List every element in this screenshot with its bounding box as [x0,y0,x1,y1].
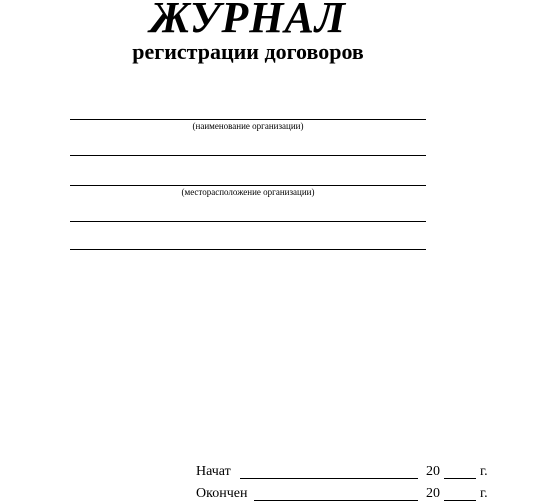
end-year-blank [444,500,476,501]
org-name-line-2 [70,155,426,156]
journal-title: ЖУРНАЛ [149,0,347,42]
start-year-suffix: г. [480,464,488,479]
end-year-prefix: 20 [426,486,440,501]
start-date-blank [240,478,418,479]
start-year-prefix: 20 [426,464,440,479]
end-date-label: Окончен [196,486,248,501]
org-location-line-2 [70,221,426,222]
org-location-line-3 [70,249,426,250]
org-location-caption: (месторасположение организации) [181,187,315,197]
org-name-line [70,119,426,120]
end-date-blank [254,500,418,501]
journal-subtitle: регистрации договоров [132,39,364,64]
org-location-line [70,185,426,186]
start-year-blank [444,478,476,479]
start-date-label: Начат [196,464,231,479]
end-year-suffix: г. [480,486,488,501]
org-name-caption: (наименование организации) [192,121,304,131]
